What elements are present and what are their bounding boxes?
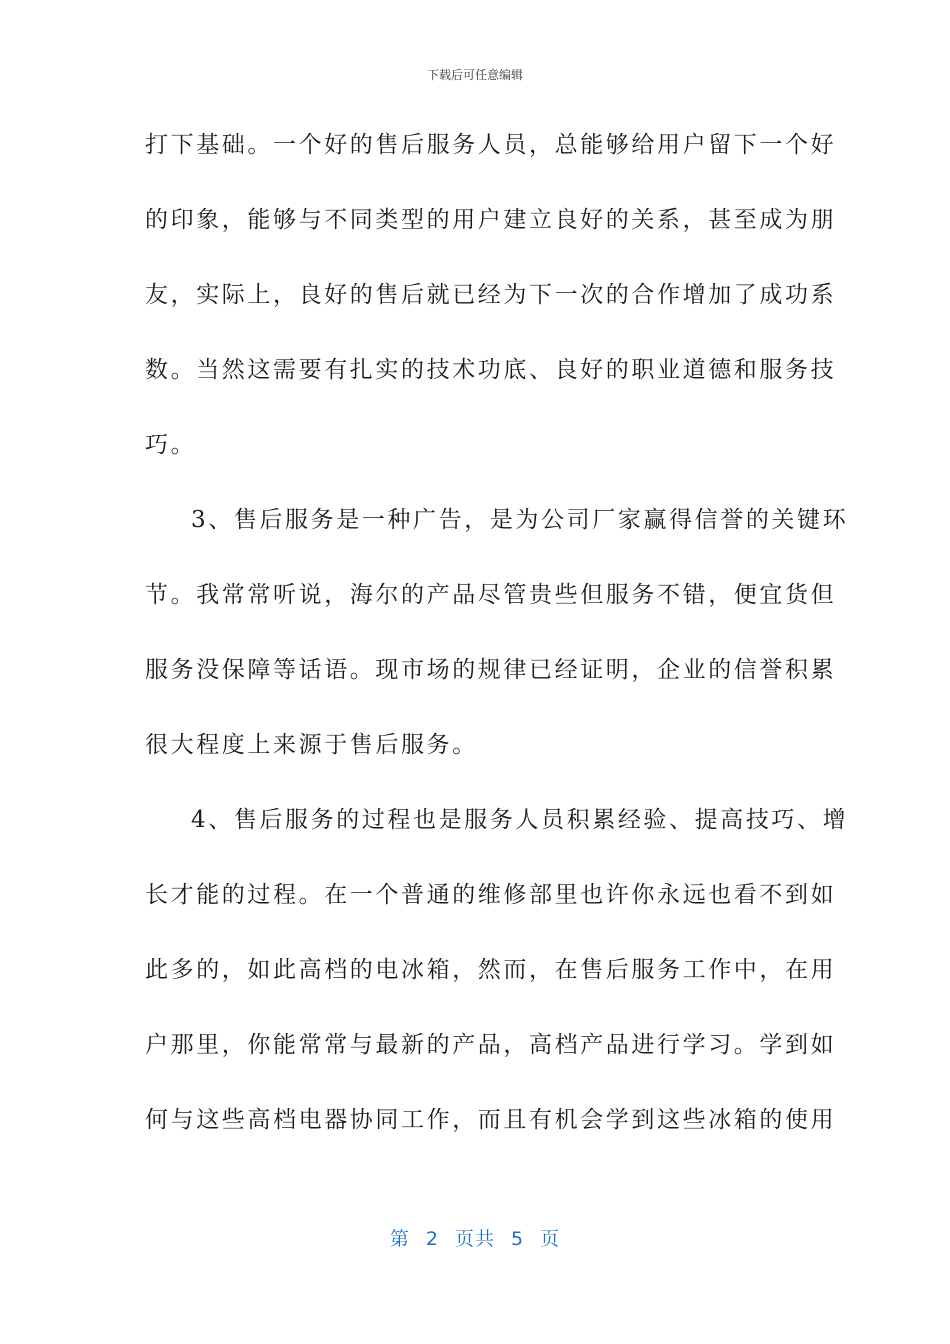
text-line-6: 3、售后服务是一种广告，是为公司厂家赢得信誉的关键环 — [191, 507, 849, 533]
text-line-10: 4、售后服务的过程也是服务人员积累经验、提高技巧、增 — [191, 807, 849, 833]
text-line-11: 长才能的过程。在一个普通的维修部里也许你永远也看不到如 — [145, 882, 837, 908]
text-line-2: 的印象，能够与不同类型的用户建立良好的关系，甚至成为朋 — [145, 207, 837, 233]
text-line-4: 数。当然这需要有扎实的技术功底、良好的职业道德和服务技 — [145, 357, 837, 383]
footer-prefix: 第 — [389, 1228, 410, 1250]
text-line-13: 户那里，你能常常与最新的产品，高档产品进行学习。学到如 — [145, 1032, 837, 1058]
text-line-9: 很大程度上来源于售后服务。 — [145, 732, 478, 758]
text-line-12: 此多的，如此高档的电冰箱，然而，在售后服务工作中，在用 — [145, 957, 837, 983]
footer-current-page: 2 — [425, 1228, 439, 1250]
text-line-3: 友，实际上，良好的售后就已经为下一次的合作增加了成功系 — [145, 282, 837, 308]
page-footer — [0, 1224, 950, 1251]
text-line-5: 巧。 — [145, 432, 197, 458]
footer-total-pages: 5 — [511, 1228, 525, 1250]
body-text — [145, 120, 849, 1170]
footer-suffix: 页 — [540, 1228, 561, 1250]
page-header: 下载后可任意编辑 — [426, 68, 523, 82]
footer-middle: 页共 — [454, 1228, 495, 1250]
text-line-1: 打下基础。一个好的售后服务人员，总能够给用户留下一个好 — [145, 132, 837, 158]
text-line-8: 服务没保障等话语。现市场的规律已经证明，企业的信誉积累 — [145, 657, 837, 683]
text-line-14: 何与这些高档电器协同工作，而且有机会学到这些冰箱的使用 — [145, 1107, 837, 1133]
text-line-7: 节。我常常听说，海尔的产品尽管贵些但服务不错，便宜货但 — [145, 582, 837, 608]
